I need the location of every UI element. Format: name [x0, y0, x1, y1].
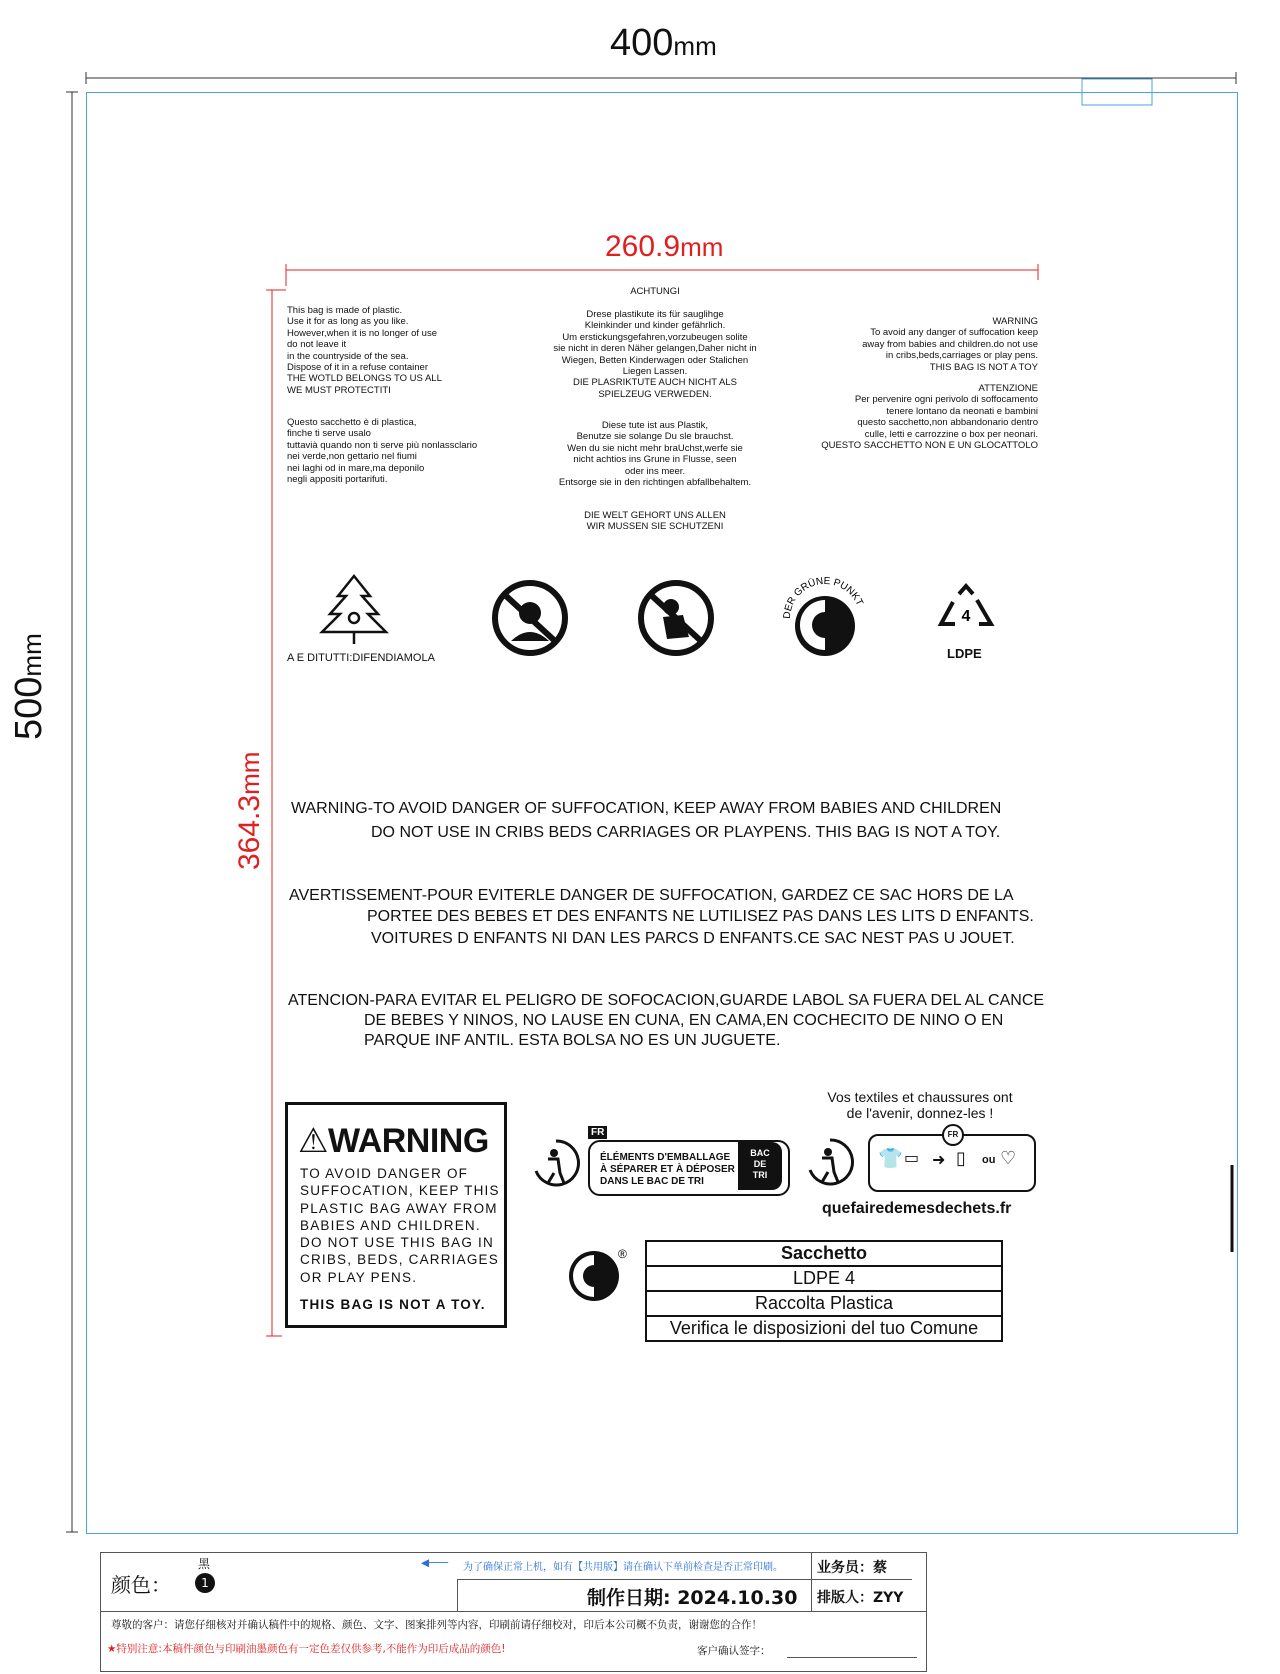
- english-note: This bag is made of plastic. Use it for as long as you like. However,when it is no longer of use do not leave it in the countryside of the sea. Dispose of it in a refuse container THE WOTLD BELONGS TO US ALL WE MUST PROTECTITI: [287, 305, 442, 396]
- typesetter: 排版人：ZYY: [817, 1590, 904, 1606]
- tree-caption: A E DITUTTI:DIFENDIAMOLA: [287, 652, 435, 664]
- italian-note: Questo sacchetto è di plastica, finche ti serve usalo tuttavià quando non ti serve più nonlassclario nei verde,non gettario nel fiumi nei laghi od in mare,ma deponilo negli appositi portarifuti.: [287, 417, 478, 486]
- salesperson: 业务员：蔡: [817, 1560, 887, 1576]
- warning-fr-line1: AVERTISSEMENT-POUR EVITERLE DANGER DE SUFFOCATION, GARDEZ CE SAC HORS DE LA: [289, 887, 1014, 904]
- warning-en-line2: DO NOT USE IN CRIBS BEDS CARRIAGES OR PLAYPENS. THIS BAG IS NOT A TOY.: [371, 824, 1001, 841]
- table-row: LDPE 4: [646, 1266, 1002, 1291]
- tree-icon: [318, 574, 390, 646]
- signature-label: 客户确认签字：: [697, 1645, 771, 1657]
- fr-circle: FR: [942, 1124, 964, 1146]
- german-block-2: Diese tute ist aus Plastik, Benutze sie solange Du sle brauchst. Wen du sie nicht mehr braUchst,werfe sie nicht achtios ins Grune in Flusse, seen oder ins meer. Entsorge sie in den richtingen abfallbehaltem.: [558, 420, 752, 489]
- german-title: ACHTUNGI: [630, 286, 680, 297]
- production-date: 制作日期: 2024.10.30: [587, 1587, 798, 1609]
- arrow-right-icon: ➜: [932, 1152, 946, 1169]
- table-row: Raccolta Plastica: [646, 1291, 1002, 1316]
- info-tri-box: [588, 1126, 788, 1194]
- warning-es-line2: DE BEBES Y NINOS, NO LAUSE EN CUNA, EN CAMA,EN COCHECITO DE NINO O EN: [364, 1012, 1004, 1029]
- warning-box-body: TO AVOID DANGER OF SUFFOCATION, KEEP THIS PLASTIC BAG AWAY FROM BABIES AND CHILDREN. DO NOT USE THIS BAG IN CRIBS, BEDS, CARRIAGES OR PLAY PENS.: [300, 1166, 500, 1285]
- print-height-dimension: 364.3mm: [233, 751, 266, 870]
- warning-box-title: WARNING: [327, 1122, 489, 1160]
- color-name: 黑: [198, 1557, 211, 1571]
- warning-en-line1: WARNING-TO AVOID DANGER OF SUFFOCATION, KEEP AWAY FROM BABIES AND CHILDREN: [291, 800, 1002, 817]
- warning-fr-line3: VOITURES D ENFANTS NI DAN LES PARCS D ENFANTS.CE SAC NEST PAS U JOUET.: [371, 930, 1015, 947]
- german-block-3: DIE WELT GEHORT UNS ALLEN WIR MUSSEN SIE SCHUTZENI: [584, 510, 726, 533]
- warning-triangle-icon: ⚠: [298, 1122, 328, 1160]
- registered-mark: ®: [618, 1247, 627, 1261]
- german-block-1: Drese plastikute its für sauglihge Kleinkinder und kinder gefährlich. Um erstickungsgefahren,vorzubeugen solite sie nicht in deren Näher gelangen,Daher nicht in Wiegen, Betten Kinderwagen oder Stalichen Liegen Lassen. DIE PLASRIKTUTE AUCH NICHT ALS SPIELZEUG VERWEDEN.: [553, 309, 757, 400]
- italy-info-table: [645, 1240, 1003, 1342]
- print-width-dimension: 260.9mm: [605, 230, 724, 263]
- proof-footer: [100, 1552, 927, 1672]
- height-dimension: 500mm: [8, 633, 50, 740]
- ou-text: ou: [982, 1154, 996, 1166]
- signature-line[interactable]: [787, 1657, 917, 1658]
- warning-es-line3: PARQUE INF ANTIL. ESTA BOLSA NO ES UN JUGUETE.: [364, 1032, 781, 1049]
- customer-note: 尊敬的客户：请您仔细核对并确认稿件中的规格、颜色、文字、图案排列等内容，印刷前请仔细校对，印后本公司概不负责，谢谢您的合作！: [111, 1619, 762, 1631]
- no-baby-icon: [491, 579, 569, 657]
- green-dot-small-icon: [568, 1246, 627, 1302]
- print-notice: 为了确保正常上机，如有【共用版】请在确认下单前检查是否正常印刷。: [463, 1562, 783, 1573]
- textile-box: [868, 1130, 1036, 1192]
- warning-box-last: THIS BAG IS NOT A TOY.: [300, 1297, 486, 1313]
- textiles-line: Vos textiles et chaussures ont de l'avenir, donnez-les !: [827, 1089, 1013, 1121]
- warning-fr-line2: PORTEE DES BEBES ET DES ENFANTS NE LUTILISEZ PAS DANS LES LITS D ENFANTS.: [367, 908, 1034, 925]
- color-label: 颜色：: [111, 1573, 171, 1597]
- warning-right: WARNING To avoid any danger of suffocation keep away from babies and children.do not use in cribs,beds,carriages or play pens. THIS BAG IS NOT A TOY: [862, 316, 1038, 373]
- recycle-number: 4: [961, 608, 971, 625]
- shoe-icon: ▭: [904, 1150, 920, 1167]
- green-dot-icon: [780, 574, 870, 664]
- table-row: Verifica le disposizioni del tuo Comune: [646, 1316, 1002, 1341]
- notice-arrow-icon: ◀───: [421, 1557, 449, 1569]
- fr-tag: FR: [588, 1126, 607, 1139]
- no-child-bag-icon: [637, 579, 715, 657]
- width-dimension: 400mm: [610, 22, 717, 64]
- warning-es-line1: ATENCION-PARA EVITAR EL PELIGRO DE SOFOCACION,GUARDE LABOL SA FUERA DEL AL CANCE: [288, 992, 1045, 1009]
- color-index: 1: [195, 1573, 215, 1593]
- gruene-punkt-text: DER GRÜNE PUNKT: [781, 575, 865, 620]
- elements-text: ÉLÉMENTS D'EMBALLAGE À SÉPARER ET À DÉPOSER DANS LE BAC DE TRI: [600, 1152, 735, 1187]
- container-icon: ▯: [956, 1148, 966, 1168]
- heart-hand-icon: ♡: [1000, 1148, 1017, 1168]
- attenzione-right: ATTENZIONE Per pervenire ogni perivolo di soffocamento tenere lontano da neonati e bambini questo sacchetto,non abbandonario dentro culle, letti e carrozzine o box per neonari. QUESTO SACCHETTO NON E UN GLOCATTOLO: [821, 383, 1038, 452]
- special-note: ★特别注意:本稿件颜色与印刷油墨颜色有一定色差仅供参考,不能作为印后成品的颜色!: [107, 1643, 506, 1655]
- bac-de-tri: BAC DE TRI: [738, 1142, 782, 1190]
- website: quefairedemesdechets.fr: [822, 1200, 1012, 1217]
- triman-textile-icon: [804, 1136, 856, 1188]
- table-row: Sacchetto: [646, 1241, 1002, 1266]
- warning-box: [285, 1102, 507, 1328]
- recycle-triangle-icon: [935, 584, 997, 642]
- tshirt-icon: 👕: [878, 1148, 903, 1170]
- triman-icon: [530, 1137, 582, 1189]
- recycle-material: LDPE: [947, 646, 982, 661]
